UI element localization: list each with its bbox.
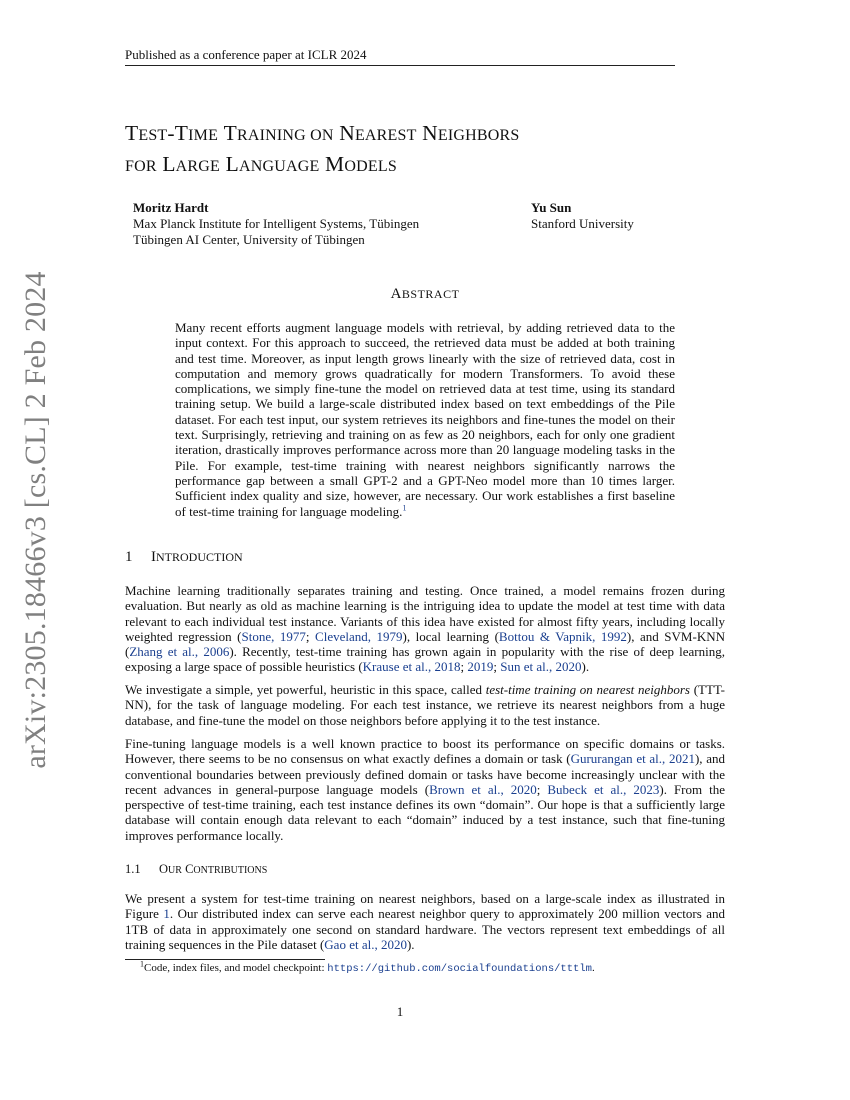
author-affiliation: Stanford University bbox=[531, 216, 634, 231]
citation-link[interactable]: Brown et al., 2020 bbox=[429, 781, 537, 797]
citation-link[interactable]: Gururangan et al., 2021 bbox=[570, 751, 695, 767]
running-header: Published as a conference paper at ICLR 2024 bbox=[125, 47, 367, 62]
author-affiliation: Max Planck Institute for Intelligent Systems, Tübingen bbox=[133, 216, 420, 231]
section-heading-introduction: 1 INTRODUCTION bbox=[125, 549, 243, 565]
abstract-heading: ABSTRACT bbox=[390, 286, 460, 302]
intro-paragraph-1: Machine learning traditionally separates training and testing. Once trained, a model remains frozen during evaluation. But nearly as old as machine learning is the intriguing idea to update the model at test time with data relevant to each individual test instance. Variants of this idea have existed for almost fifty years, including locally weighted regression (Stone, 1977; Cleveland, 1979), local learning (Bottou & Vapnik, 1992), and SVM-KNN (Zhang et al., 2006). Recently, test-time training has grown again in popularity with the rise of deep learning, exposing a large space of possible heuristics (Krause et al., 2018; 2019; Sun et al., 2020). bbox=[125, 583, 725, 675]
code-url-link[interactable]: https://github.com/socialfoundations/tttlm bbox=[327, 963, 592, 975]
author-block-2 bbox=[531, 200, 634, 232]
subsection-heading-contributions: 1.1 OUR CONTRIBUTIONS bbox=[125, 862, 268, 876]
author-name: Moritz Hardt bbox=[133, 200, 209, 215]
citation-link[interactable]: Gao et al., 2020 bbox=[324, 936, 407, 952]
contributions-paragraph-1: We present a system for test-time training on nearest neighbors, based on a large-scale index as illustrated in Figure 1. Our distributed index can serve each nearest neighbor query to approximately 200 million vectors and 1TB of data in approximately one second on standard hardware. The vectors represent text embeddings of all training sequences in the Pile dataset (Gao et al., 2020). bbox=[125, 891, 725, 952]
citation-link[interactable]: Zhang et al., 2006 bbox=[129, 644, 230, 660]
citation-link[interactable]: Bottou & Vapnik, 1992 bbox=[498, 628, 627, 644]
citation-link[interactable]: Cleveland, 1979 bbox=[315, 628, 403, 644]
arxiv-stamp-text: arXiv:2305.18466v3 [cs.CL] 2 Feb 2024 bbox=[19, 271, 52, 769]
intro-paragraph-2: We investigate a simple, yet powerful, heuristic in this space, called test-time training on nearest neighbors (TTT-NN), for the task of language modeling. For each test instance, we retrieve its nearest neighbors from a huge database, and fine-tune the model on those neighbors before applying it to the test instance. bbox=[125, 682, 725, 728]
footnote-1: $^1$Code, index files, and model checkpoint: https://github.com/socialfoundations/tttlm. bbox=[140, 959, 595, 975]
citation-link[interactable]: Sun et al., 2020 bbox=[500, 659, 582, 675]
paper-title bbox=[125, 119, 520, 181]
intro-paragraph-3: Fine-tuning language models is a well known practice to boost its performance on specific domains or tasks. However, there seems to be no consensus on what exactly defines a domain or task (Gururangan et al., 2021), and conventional boundaries between previously defined domain or tasks have become increasingly unclear with the recent advances in general-purpose language models (Brown et al., 2020; Bubeck et al., 2023). From the perspective of test-time training, each test instance defines its own “domain”. Our hope is that a sufficiently large database will contain enough data relevant to each “domain” induced by a test instance, such that fine-tuning improves performance locally. bbox=[125, 736, 725, 843]
title-line-1: TEST-TIME TRAINING ON NEAREST NEIGHBORS bbox=[125, 121, 520, 145]
citation-link[interactable]: Stone, 1977 bbox=[241, 628, 306, 644]
author-block-1 bbox=[133, 200, 419, 248]
author-affiliation: Tübingen AI Center, University of Tübingen bbox=[133, 232, 365, 247]
author-name: Yu Sun bbox=[531, 200, 572, 215]
citation-link[interactable]: 2019 bbox=[467, 659, 494, 675]
citation-link[interactable]: Bubeck et al., 2023 bbox=[547, 781, 660, 797]
citation-link[interactable]: Krause et al., 2018 bbox=[362, 659, 461, 675]
header-rule bbox=[125, 65, 675, 66]
title-line-2: FOR LARGE LANGUAGE MODELS bbox=[125, 152, 397, 176]
page-number: 1 bbox=[396, 1004, 404, 1019]
footnote-rule bbox=[125, 959, 325, 960]
figure-ref-link[interactable]: 1 bbox=[163, 906, 170, 922]
footnote-ref-1[interactable]: 1 bbox=[402, 503, 407, 513]
abstract-text: Many recent efforts augment language models with retrieval, by adding retrieved data to the input context. For this approach to succeed, the retrieved data must be added at both training and test time. Moreover, as input length grows linearly with the size of retrieved data, cost in computation and memory grows quadratically for modern Transformers. To avoid these complications, we simply fine-tune the model on retrieved data at test time, using its standard training setup. We build a large-scale distributed index based on text embeddings of the Pile dataset. For each test input, our system retrieves its neighbors and fine-tunes the model on their text. Surprisingly, retrieving and training on as few as 20 neighbors, each for only one gradient iteration, drastically improves performance across more than 20 language modeling tasks in the Pile. For example, test-time training with nearest neighbors significantly narrows the performance gap between a small GPT-2 and a GPT-Neo model more than 10 times larger. Sufficient index quality and size, however, are necessary. Our work establishes a first baseline of test-time training for language modeling.$^1$ bbox=[175, 320, 675, 519]
